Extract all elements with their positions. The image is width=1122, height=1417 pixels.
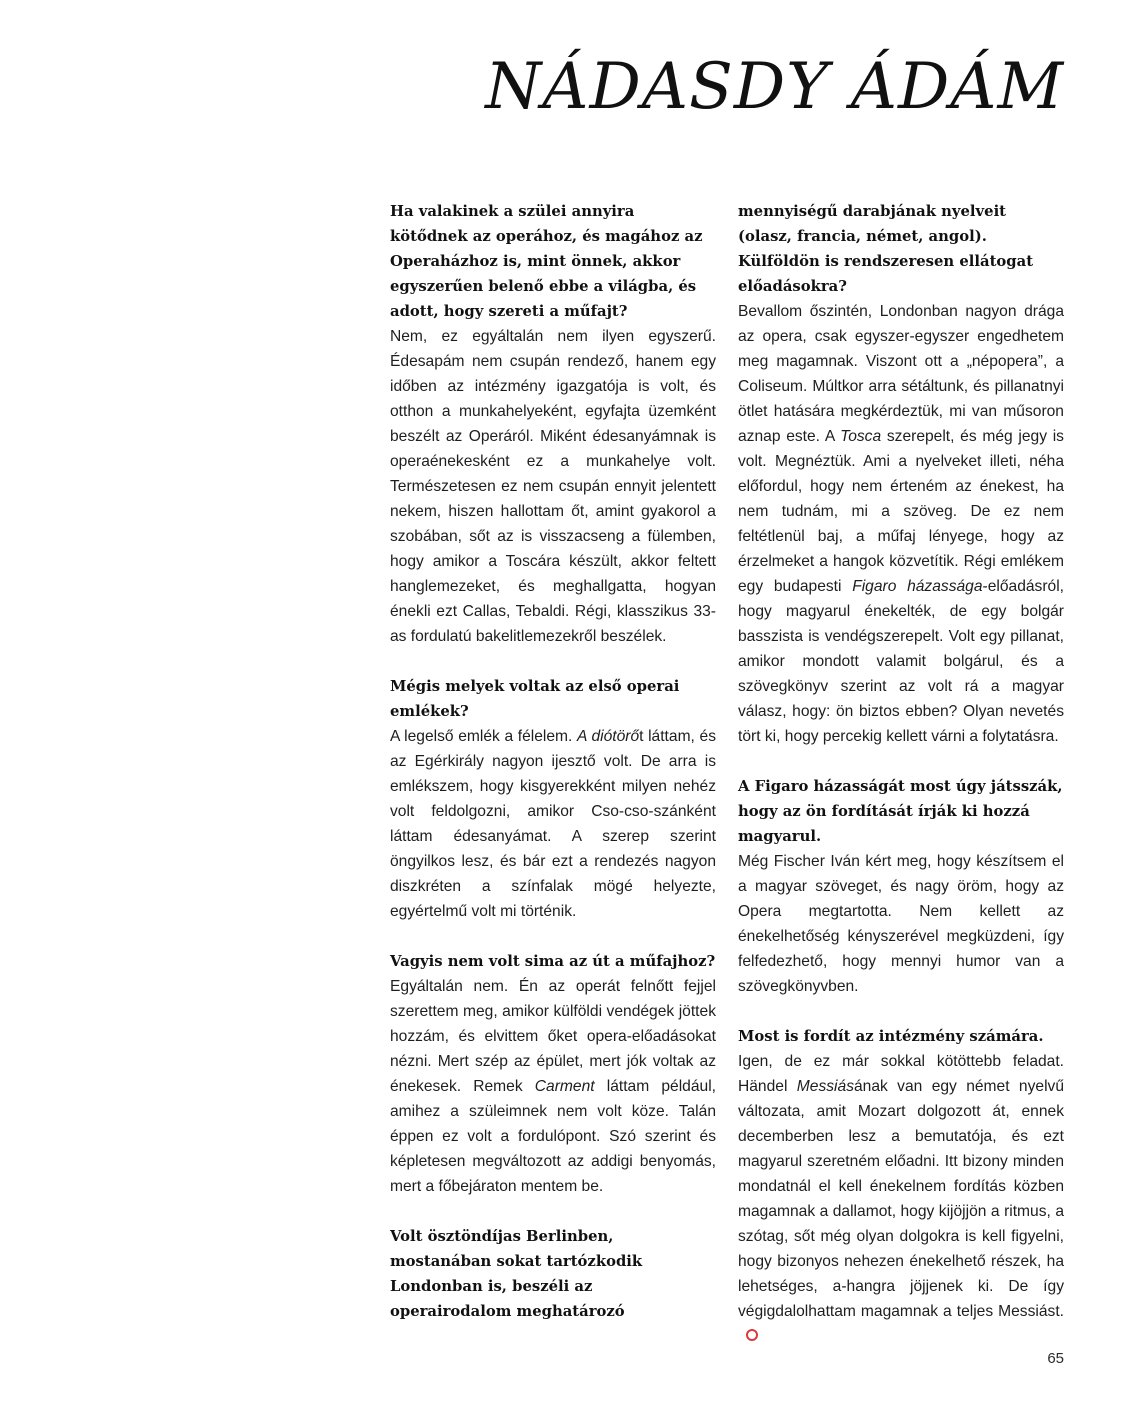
answer-4-title-tosca: Tosca: [840, 428, 882, 445]
page-number: 65: [1047, 1350, 1064, 1367]
answer-5: Még Fischer Iván kért meg, hogy készítsem el a magyar szöveget, és nagy öröm, hogy az Opera megtartotta. Nem kellett az énekelhetőség kényszerével megküzdeni, így felfedezhető, hogy mennyi humor van a szövegkönyvben.: [738, 853, 1064, 995]
end-mark-icon: [746, 1329, 758, 1341]
answer-2: [390, 724, 716, 924]
question-4-continued: mennyiségű darabjának nyelveit (olasz, francia, német, angol). Külföldön is rendszeresen ellátogat előadásokra?: [738, 203, 1034, 295]
question-5: A Figaro házasságát most úgy játsszák, hogy az ön fordítását írják ki hozzá magyarul.: [738, 778, 1063, 845]
paragraph-gap: [390, 649, 716, 674]
answer-6: [738, 1049, 1064, 1349]
answer-4-title-figaro: Figaro házassága: [852, 578, 983, 595]
paragraph-gap: [738, 999, 1064, 1024]
paragraph-gap: [738, 749, 1064, 774]
answer-3-title-carmen: Carment: [534, 1078, 595, 1095]
right-column: [738, 199, 1064, 1349]
answer-4: [738, 299, 1064, 749]
paragraph-gap: [390, 1199, 716, 1224]
article-title: NÁDASDY ÁDÁM: [485, 50, 1064, 124]
paragraph-gap: [390, 924, 716, 949]
answer-4-part-5: -előadásról, hogy magyarul énekelték, de egy bolgár basszista is vendégszerepelt. Volt egy pillanat, amikor mondott valamit bolgárul, és a szövegkönyv szerint az volt rá a magyar válasz, hogy: ön biztos ebben? Olyan nevetés tört ki, hogy percekig kellett várni a folytatásra.: [738, 578, 1064, 745]
answer-4-part-3: szerepelt, és még jegy is volt. Megnéztük. Ami a nyelveket illeti, néha előfordul, hogy nem érteném az énekest, ha nem tudnám, mi a szöveg. De ez nem feltétlenül baj, a műfaj lényege, hogy az érzelmeket a hangok közvetítik. Régi emlékem egy budapesti: [738, 428, 1064, 595]
answer-2-part-1: A legelső emlék a félelem.: [390, 728, 577, 745]
answer-1: Nem, ez egyáltalán nem ilyen egyszerű. Édesapám nem csupán rendező, hanem egy időben az intézmény igazgatója is volt, és otthon a munkahelyeként, egyfajta üzemként beszélt az Operáról. Miként édesanyámnak is operaénekesként ez a munkahelye volt. Természetesen ez nem csupán ennyit jelentett nekem, hiszen hallottam őt, amint gyakorol a szobában, sőt az is visszacseng a fülemben, hogy amikor a Toscára készült, akkor feltett hanglemezeket, és meghallgatta, hogyan énekli ezt Callas, Tebaldi. Régi, klasszikus 33-as fordulatú bakelitlemezekről beszélek.: [390, 328, 716, 645]
answer-6-part-1: Igen, de ez már sokkal kötöttebb feladat. Händel: [738, 1053, 1064, 1095]
answer-3-part-3: láttam például, amihez a szüleimnek nem volt köze. Talán éppen ez volt a fordulópont. Szó szerint és képletesen megváltozott az addigi benyomás, mert a főbejáraton mentem be.: [390, 1078, 716, 1195]
question-6: Most is fordít az intézmény számára.: [738, 1028, 1044, 1045]
answer-2-part-3: t láttam, és az Egérkirály nagyon ijesztő volt. De arra is emlékszem, hogy kisgyerekként milyen nehéz volt feldolgozni, amikor Cso-cso-szánként láttam édesanyámat. A szerep szerint öngyilkos lesz, és bár ezt a rendezés nagyon diszkréten a színfalak mögé helyezte, egyértelmű volt mi történik.: [390, 728, 716, 920]
answer-3-part-1: Egyáltalán nem. Én az operát felnőtt fejjel szerettem meg, amikor külföldi vendégek jöttek hozzám, és elvittem őket opera-előadásokat nézni. Mert szép az épület, mert jók voltak az énekesek. Remek: [390, 978, 716, 1095]
answer-3: [390, 974, 716, 1199]
answer-6-title-messias: Messiás: [796, 1078, 854, 1095]
answer-4-part-1: Bevallom őszintén, Londonban nagyon drága az opera, csak egyszer-egyszer engedhetem meg magamnak. Viszont ott a „népopera”, a Coliseum. Múltkor arra sétáltunk, és pillanatnyi ötlet hatására megkérdeztük, mi van műsoron aznap este. A: [738, 303, 1064, 445]
answer-2-title-a-diotoro: A diótörő: [576, 728, 640, 745]
question-4: Volt ösztöndíjas Berlinben, mostanában sokat tartózkodik Londonban is, beszéli az operairodalom meghatározó: [390, 1228, 643, 1320]
left-column: [390, 199, 716, 1324]
question-1: Ha valakinek a szülei annyira kötődnek az operához, és magához az Operaházhoz is, mint önnek, akkor egyszerűen belenő ebbe a világba, és adott, hogy szereti a műfajt?: [390, 203, 703, 320]
question-2: Mégis melyek voltak az első operai emlékek?: [390, 678, 680, 720]
answer-6-part-3: ának van egy német nyelvű változata, amit Mozart dolgozott át, ennek decemberben lesz a bemutatója, és ezt magyarul szeretném előadni. Itt bizony minden mondatnál el kell énekelnem fordítás közben magamnak a dallamot, hogy kijöjjön a ritmus, a szótag, sőt még olyan dolgokra is kell figyelni, hogy bizonyos nehezen énekelhető részek, ha lehetséges, a-hangra jöjjenek ki. De így végigdalolhattam magamnak a teljes Messiást.: [738, 1078, 1065, 1320]
question-3: Vagyis nem volt sima az út a műfajhoz?: [390, 953, 716, 970]
